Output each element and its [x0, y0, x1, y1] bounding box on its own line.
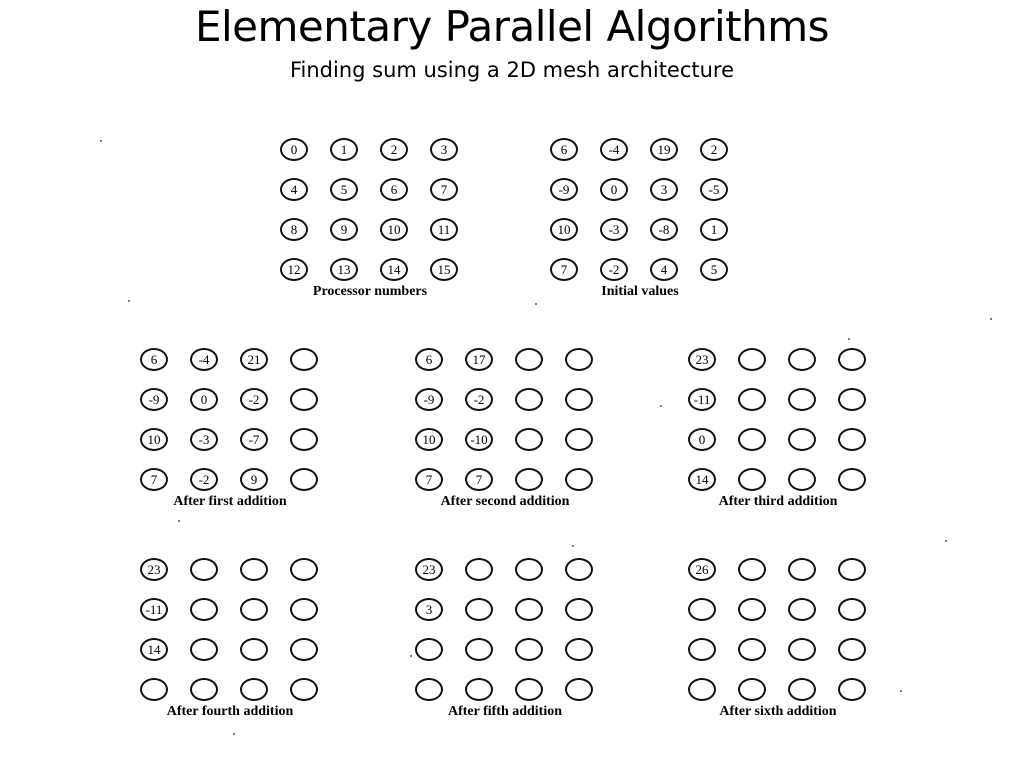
processor-node	[688, 678, 716, 701]
processor-node	[415, 678, 443, 701]
mesh-panel	[140, 348, 330, 518]
mesh-panel	[688, 348, 878, 518]
processor-node	[565, 388, 593, 411]
processor-node	[738, 388, 766, 411]
panel-caption: Processor numbers	[312, 284, 428, 299]
processor-node: 23	[688, 348, 716, 371]
scan-speck	[660, 405, 662, 407]
processor-node: 23	[140, 558, 168, 581]
processor-node: 11	[430, 218, 458, 241]
processor-node: 21	[240, 348, 268, 371]
processor-node: 23	[415, 558, 443, 581]
processor-node: 7	[550, 258, 578, 281]
processor-node	[788, 388, 816, 411]
processor-node: -3	[190, 428, 218, 451]
processor-node: -7	[240, 428, 268, 451]
panel-caption: After first addition	[173, 494, 287, 509]
processor-node	[465, 598, 493, 621]
scan-speck	[848, 338, 850, 340]
processor-node	[290, 388, 318, 411]
processor-node: -9	[415, 388, 443, 411]
processor-node: 0	[688, 428, 716, 451]
processor-node: 7	[430, 178, 458, 201]
processor-node: 10	[550, 218, 578, 241]
processor-node	[565, 598, 593, 621]
processor-node	[838, 598, 866, 621]
slide-title: Elementary Parallel Algorithms	[194, 2, 830, 51]
processor-node: 3	[650, 178, 678, 201]
processor-node	[565, 638, 593, 661]
processor-node	[788, 598, 816, 621]
panel-caption: After second addition	[440, 494, 570, 509]
processor-node	[465, 558, 493, 581]
processor-node: 8	[280, 218, 308, 241]
processor-node	[515, 428, 543, 451]
processor-node: 0	[280, 138, 308, 161]
processor-node	[788, 428, 816, 451]
processor-node: 1	[700, 218, 728, 241]
processor-node: 17	[465, 348, 493, 371]
processor-node: 4	[650, 258, 678, 281]
processor-node	[838, 558, 866, 581]
processor-node: 12	[280, 258, 308, 281]
scan-speck	[990, 318, 992, 320]
processor-node: 4	[280, 178, 308, 201]
processor-node	[788, 678, 816, 701]
processor-node	[565, 348, 593, 371]
mesh-panel	[280, 138, 470, 308]
processor-node	[190, 558, 218, 581]
processor-node	[838, 428, 866, 451]
processor-node: 3	[415, 598, 443, 621]
processor-node	[190, 638, 218, 661]
panel-caption: After third addition	[718, 494, 838, 509]
processor-node: -2	[190, 468, 218, 491]
processor-node: 9	[240, 468, 268, 491]
processor-node: -2	[600, 258, 628, 281]
processor-node	[688, 598, 716, 621]
processor-node: 7	[465, 468, 493, 491]
scan-speck	[535, 303, 537, 305]
processor-node	[738, 348, 766, 371]
processor-node	[688, 638, 716, 661]
processor-node	[738, 598, 766, 621]
processor-node: 9	[330, 218, 358, 241]
processor-node: 26	[688, 558, 716, 581]
processor-node	[290, 638, 318, 661]
processor-node	[190, 598, 218, 621]
processor-node: 2	[380, 138, 408, 161]
panel-caption: After sixth addition	[719, 704, 837, 719]
processor-node	[738, 428, 766, 451]
processor-node	[788, 468, 816, 491]
processor-node	[788, 348, 816, 371]
processor-node	[190, 678, 218, 701]
processor-node	[738, 468, 766, 491]
processor-node: 2	[700, 138, 728, 161]
processor-node	[515, 558, 543, 581]
processor-node	[738, 678, 766, 701]
processor-node: 10	[140, 428, 168, 451]
processor-node: 6	[380, 178, 408, 201]
processor-node	[788, 638, 816, 661]
mesh-panel	[688, 558, 878, 728]
processor-node	[290, 348, 318, 371]
processor-node: 10	[380, 218, 408, 241]
processor-node: -5	[700, 178, 728, 201]
processor-node	[240, 598, 268, 621]
processor-node: 10	[415, 428, 443, 451]
processor-node: 0	[600, 178, 628, 201]
processor-node: -9	[140, 388, 168, 411]
processor-node	[290, 468, 318, 491]
mesh-panel	[140, 558, 330, 728]
processor-node: -2	[465, 388, 493, 411]
processor-node: -11	[140, 598, 168, 621]
processor-node: -10	[465, 428, 493, 451]
processor-node: 1	[330, 138, 358, 161]
processor-node: 6	[140, 348, 168, 371]
processor-node: -9	[550, 178, 578, 201]
scan-speck	[410, 655, 412, 657]
panel-caption: After fifth addition	[447, 704, 563, 719]
processor-node	[515, 678, 543, 701]
processor-node: -4	[600, 138, 628, 161]
panel-caption: After fourth addition	[166, 704, 294, 719]
processor-node	[565, 428, 593, 451]
processor-node: -11	[688, 388, 716, 411]
processor-node	[515, 468, 543, 491]
panel-caption: Initial values	[601, 284, 679, 299]
mesh-panel	[415, 348, 605, 518]
processor-node: 7	[415, 468, 443, 491]
scan-speck	[572, 545, 574, 547]
processor-node	[465, 678, 493, 701]
processor-node	[788, 558, 816, 581]
processor-node	[838, 638, 866, 661]
processor-node	[738, 558, 766, 581]
mesh-panel	[550, 138, 740, 308]
processor-node: 6	[550, 138, 578, 161]
processor-node	[515, 348, 543, 371]
processor-node	[565, 468, 593, 491]
processor-node	[240, 678, 268, 701]
processor-node	[240, 558, 268, 581]
processor-node: 5	[330, 178, 358, 201]
scan-speck	[128, 300, 130, 302]
processor-node: 3	[430, 138, 458, 161]
processor-node: 7	[140, 468, 168, 491]
processor-node	[565, 678, 593, 701]
processor-node: 14	[688, 468, 716, 491]
processor-node: -3	[600, 218, 628, 241]
processor-node	[415, 638, 443, 661]
processor-node	[290, 428, 318, 451]
processor-node	[140, 678, 168, 701]
processor-node: 15	[430, 258, 458, 281]
processor-node: 13	[330, 258, 358, 281]
slide-subtitle: Finding sum using a 2D mesh architecture	[289, 58, 735, 82]
processor-node: 5	[700, 258, 728, 281]
scan-speck	[900, 690, 902, 692]
scan-speck	[100, 140, 102, 142]
processor-node	[838, 468, 866, 491]
processor-node	[240, 638, 268, 661]
scan-speck	[233, 733, 235, 735]
processor-node	[565, 558, 593, 581]
processor-node: 6	[415, 348, 443, 371]
processor-node	[738, 638, 766, 661]
processor-node: 14	[140, 638, 168, 661]
processor-node: 0	[190, 388, 218, 411]
processor-node	[838, 388, 866, 411]
processor-node	[838, 678, 866, 701]
processor-node	[290, 558, 318, 581]
processor-node: 14	[380, 258, 408, 281]
scan-speck	[945, 540, 947, 542]
processor-node	[290, 598, 318, 621]
processor-node	[838, 348, 866, 371]
processor-node	[515, 598, 543, 621]
mesh-panel	[415, 558, 605, 728]
processor-node: 19	[650, 138, 678, 161]
processor-node: -2	[240, 388, 268, 411]
scan-speck	[178, 520, 180, 522]
processor-node	[290, 678, 318, 701]
processor-node	[465, 638, 493, 661]
processor-node	[515, 388, 543, 411]
processor-node: -4	[190, 348, 218, 371]
processor-node	[515, 638, 543, 661]
processor-node: -8	[650, 218, 678, 241]
